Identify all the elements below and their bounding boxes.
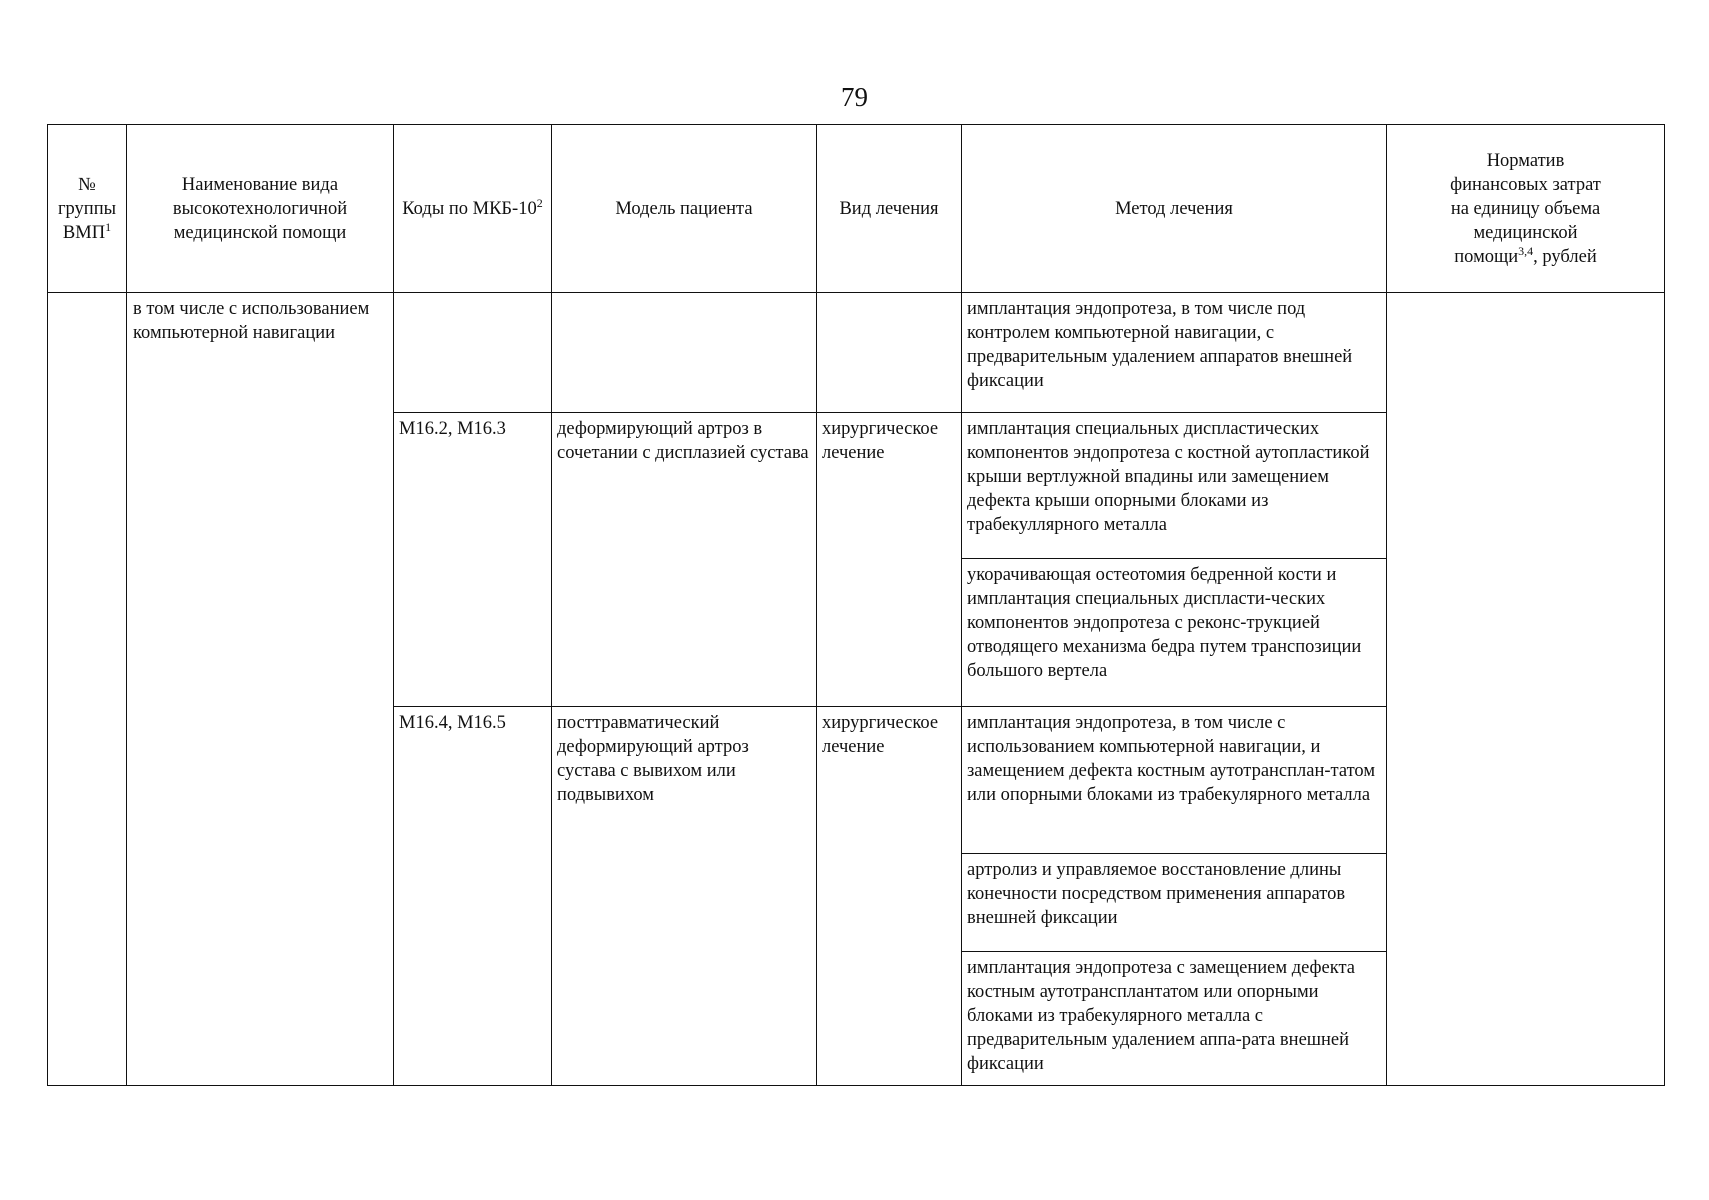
patient-model-cell: деформирующий артроз в сочетании с дисплазией сустава <box>552 413 817 707</box>
header-norm-line2: финансовых затрат <box>1450 174 1601 195</box>
footnote-ref-2: 2 <box>536 195 543 210</box>
header-group-no-line2: группы <box>57 198 117 219</box>
header-name-line1: Наименование вида <box>181 174 339 195</box>
header-method: Метод лечения <box>962 125 1387 293</box>
header-group-no <box>48 125 127 293</box>
footnote-ref-1: 1 <box>105 219 112 234</box>
header-norm-line5-suffix: , рублей <box>1533 246 1597 267</box>
treatment-type-cell: хирургическое лечение <box>817 707 962 1086</box>
method-cell: имплантация эндопротеза с замещением дефекта костным аутотрансплантатом или опорными блоками из трабекулярного металла с предварительным удалением аппа-рата внешней фиксации <box>962 951 1387 1085</box>
header-name <box>127 125 394 293</box>
treatment-type-cell <box>817 293 962 413</box>
group-no-cell <box>48 293 127 1086</box>
treatment-type-cell: хирургическое лечение <box>817 413 962 707</box>
header-row <box>48 125 1665 293</box>
page-number: 79 <box>841 82 868 112</box>
header-codes <box>394 125 552 293</box>
table-row <box>48 293 1665 413</box>
footnote-ref-3-4: 3,4 <box>1518 243 1534 258</box>
codes-cell: M16.4, M16.5 <box>394 707 552 1086</box>
codes-cell: M16.2, M16.3 <box>394 413 552 707</box>
header-treatment-type: Вид лечения <box>817 125 962 293</box>
header-norm-line3: на единицу объема <box>1450 198 1601 219</box>
header-norm-line5: помощи <box>1454 246 1519 267</box>
method-cell: имплантация эндопротеза, в том числе с использованием компьютерной навигации, и замещением дефекта костным аутотрансплан-татом или опорными блоками из трабекулярного металла <box>962 707 1387 853</box>
header-norm <box>1387 125 1665 293</box>
method-cell: имплантация специальных диспластических компонентов эндопротеза с костной аутопластикой крыши вертлужной впадины или замещением дефекта крыши опорными блоками из трабекуллярного металла <box>962 413 1387 559</box>
vmp-table <box>47 124 1665 1086</box>
header-name-line3: медицинской помощи <box>173 222 347 243</box>
patient-model-cell <box>552 293 817 413</box>
care-type-cell: в том числе с использованием компьютерной навигации <box>127 293 394 1086</box>
header-codes-text: Коды по МКБ-10 <box>402 198 537 219</box>
method-cell: укорачивающая остеотомия бедренной кости и имплантация специальных диспласти-ческих компонентов эндопротеза с реконс-трукцией отводящего механизма бедра путем транспозиции большого вертела <box>962 559 1387 707</box>
header-norm-line1: Норматив <box>1486 150 1565 171</box>
method-cell: артролиз и управляемое восстановление длины конечности посредством применения аппаратов внешней фиксации <box>962 853 1387 951</box>
patient-model-cell: посттравматический деформирующий артроз сустава с вывихом или подвывихом <box>552 707 817 1086</box>
header-name-line2: высокотехнологичной <box>172 198 348 219</box>
header-group-no-line1: № <box>78 174 96 195</box>
header-patient-model: Модель пациента <box>552 125 817 293</box>
header-norm-line4: медицинской <box>1473 222 1578 243</box>
header-group-no-line3: ВМП <box>62 222 106 243</box>
method-cell: имплантация эндопротеза, в том числе под контролем компьютерной навигации, с предварительным удалением аппаратов внешней фиксации <box>962 293 1387 413</box>
codes-cell <box>394 293 552 413</box>
norm-cell <box>1387 293 1665 1086</box>
